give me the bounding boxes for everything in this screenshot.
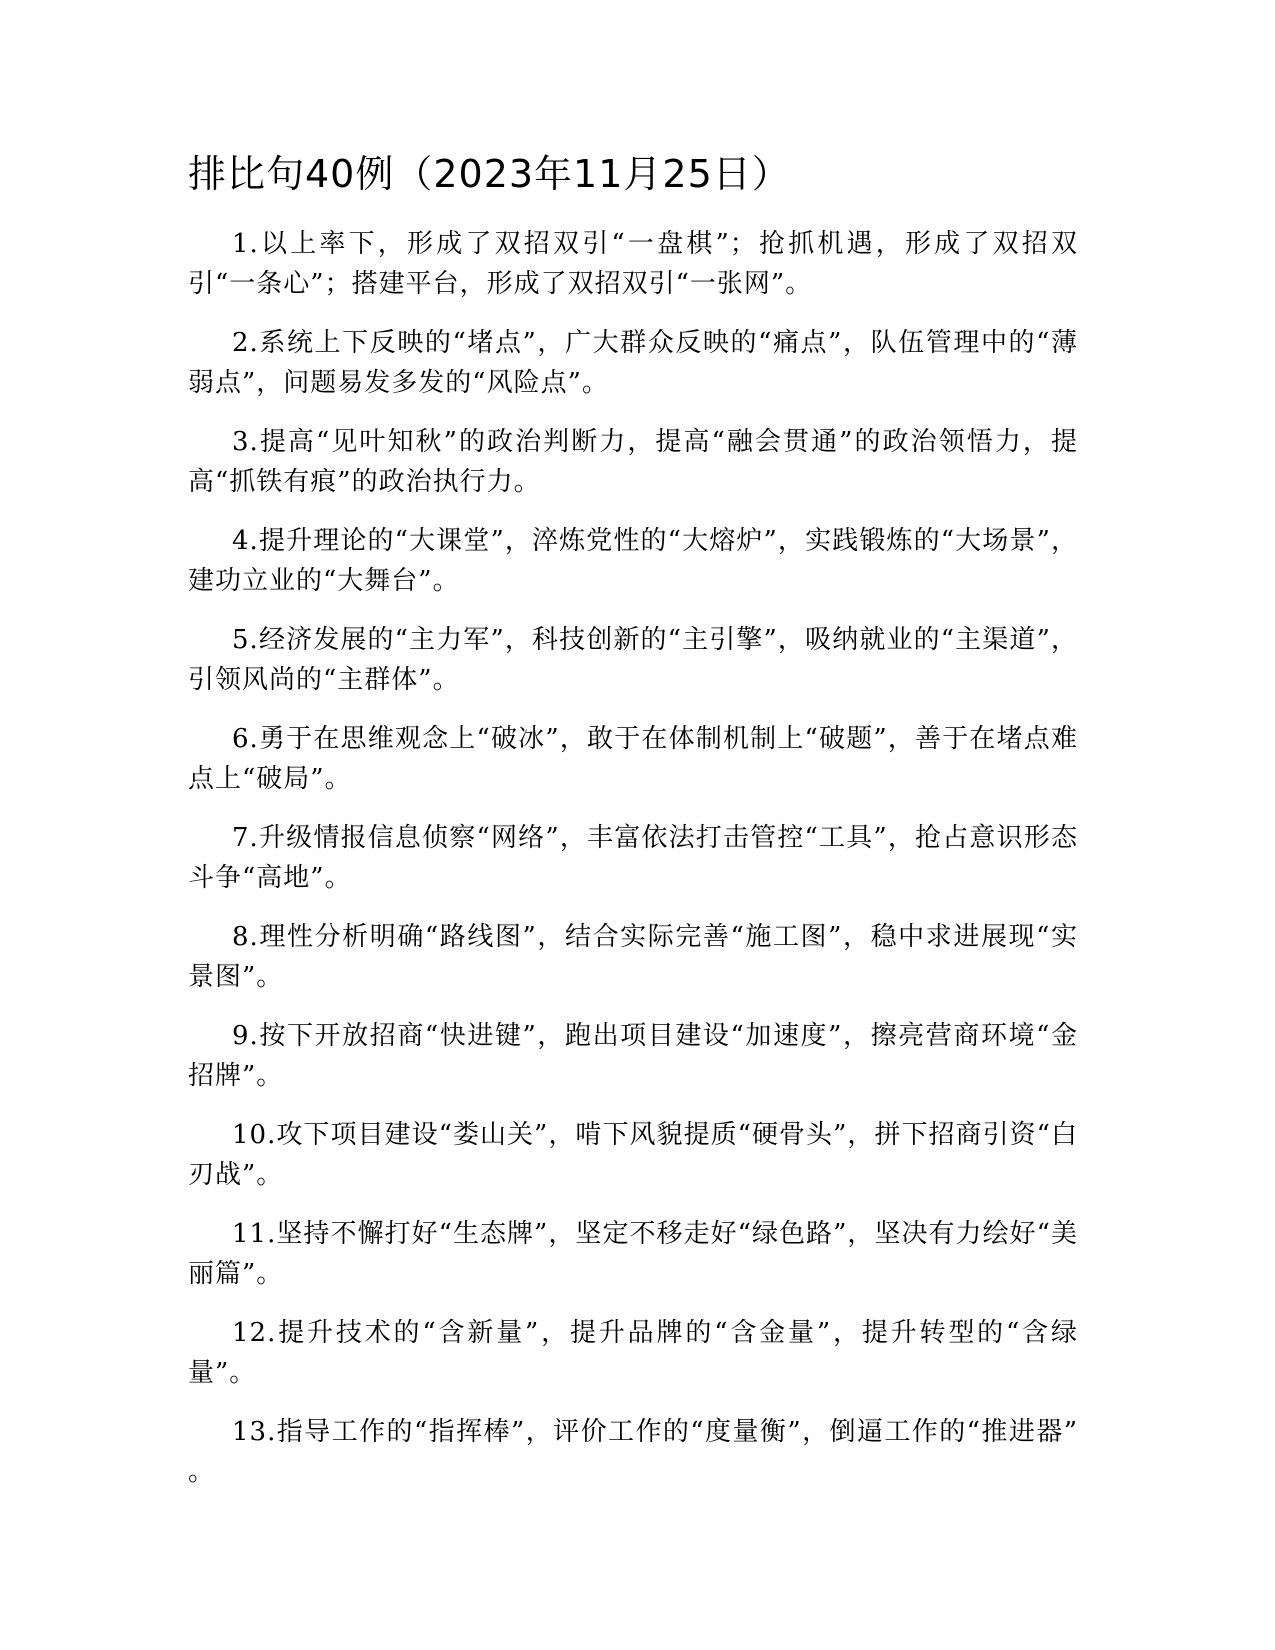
paragraph-12: 12.提升技术的“含新量”，提升品牌的“含金量”，提升转型的“含绿量”。 (188, 1318, 1078, 1388)
paragraph-6: 6.勇于在思维观念上“破冰”，敢于在体制机制上“破题”，善于在堵点难点上“破局”。 (188, 724, 1078, 794)
paragraph-11: 11.坚持不懈打好“生态牌”，坚定不移走好“绿色路”，坚决有力绘好“美丽篇”。 (188, 1219, 1078, 1289)
paragraph-7: 7.升级情报信息侦察“网络”，丰富依法打击管控“工具”，抢占意识形态斗争“高地”。 (188, 823, 1078, 893)
paragraph-9: 9.按下开放招商“快进键”，跑出项目建设“加速度”，擦亮营商环境“金招牌”。 (188, 1021, 1078, 1091)
paragraph-4: 4.提升理论的“大课堂”，淬炼党性的“大熔炉”，实践锻炼的“大场景”，建功立业的“大舞台”。 (188, 526, 1078, 596)
paragraph-8: 8.理性分析明确“路线图”，结合实际完善“施工图”，稳中求进展现“实景图”。 (188, 922, 1078, 992)
paragraph-13: 13.指导工作的“指挥棒”，评价工作的“度量衡”，倒逼工作的“推进器” 。 (188, 1417, 1078, 1487)
document-body (188, 224, 1078, 1511)
paragraph-1: 1.以上率下，形成了双招双引“一盘棋”；抢抓机遇，形成了双招双引“一条心”；搭建平台，形成了双招双引“一张网”。 (188, 229, 1078, 299)
paragraph-2: 2.系统上下反映的“堵点”，广大群众反映的“痛点”，队伍管理中的“薄弱点”，问题易发多发的“风险点”。 (188, 328, 1078, 398)
document-title: 排比句40例（2023年11月25日） (188, 152, 791, 196)
paragraph-10: 10.攻下项目建设“娄山关”，啃下风貌提质“硬骨头”，拼下招商引资“白刃战”。 (188, 1120, 1078, 1190)
paragraph-3: 3.提高“见叶知秋”的政治判断力，提高“融会贯通”的政治领悟力，提高“抓铁有痕”的政治执行力。 (188, 427, 1078, 497)
paragraph-5: 5.经济发展的“主力军”，科技创新的“主引擎”，吸纳就业的“主渠道”，引领风尚的“主群体”。 (188, 625, 1078, 695)
